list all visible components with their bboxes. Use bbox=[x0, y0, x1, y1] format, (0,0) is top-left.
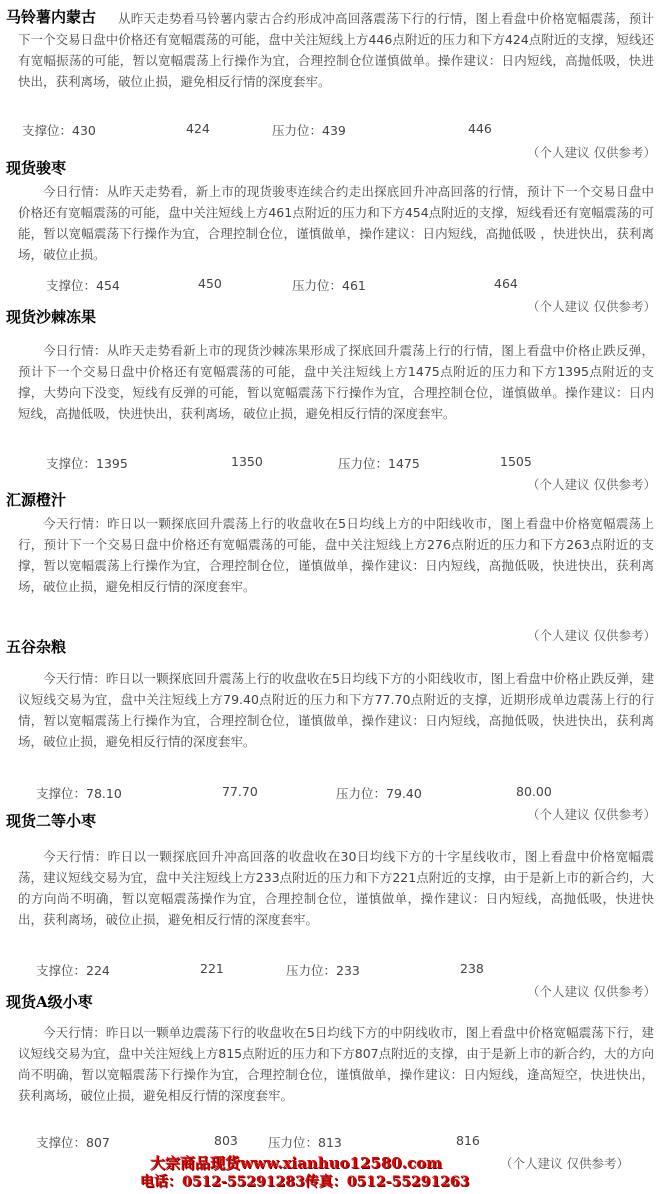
section-body: 今天行情：昨日以一颗探底回升震荡上行的收盘收在5日均线下方的小阳线收市，图上看盘中价格止跌反弹，建议短线交易为宜，盘中关注短线上方79.40点附近的压力和下方77.70点附近的支撑，近期形成单边震荡上行的行情，暂以宽幅震荡上行操作为宜，合理控制仓位，谨慎做单，操作建议：日内短线，高抛低吸，快进快出，获利离场，破位止损，避免相反行情的深度套牢。 bbox=[18, 671, 654, 749]
section-title: 汇源橙汁 bbox=[6, 491, 67, 509]
support-level-2: 1350 bbox=[231, 454, 263, 469]
section-body: 今天行情：昨日以一颗探底回升震荡上行的收盘收在5日均线上方的中阳线收市，图上看盘中价格宽幅震荡上行，预计下一个交易日盘中价格还有宽幅震荡的可能，盘中关注短线上方276点附近的压力和下方263点附近的支撑，暂以宽幅震荡上行操作为宜，合理控制仓位，谨慎做单，操作建议：日内短线，高抛低吸，快进快出，获利离场，破位止损，避免相反行情的深度套牢。 bbox=[18, 516, 654, 594]
pressure-level: 压力位：461 bbox=[292, 278, 366, 293]
disclaimer: （个人建议 仅供参考） bbox=[527, 477, 656, 492]
support-level: 支撑位：78.10 bbox=[36, 786, 122, 801]
pressure-level-2: 446 bbox=[468, 121, 492, 136]
support-level-2: 221 bbox=[200, 961, 224, 976]
disclaimer: （个人建议 仅供参考） bbox=[527, 984, 656, 999]
section-body: 今日行情：从昨天走势看，新上市的现货骏枣连续合约走出探底回升冲高回落的行情，预计下一个交易日盘中价格还有宽幅震荡的可能，盘中关注短线上方461点附近的压力和下方454点附近的支撑，短线看还有宽幅震荡的可能，暂以宽幅震荡下行操作为宜，合理控制仓位，谨慎做单，操作建议：日内短线，高抛低吸 ，快进快出，获利离场，破位止损。 bbox=[18, 184, 654, 262]
section-title: 现货沙棘冻果 bbox=[6, 308, 97, 326]
support-level-2: 450 bbox=[198, 276, 222, 291]
support-level: 支撑位：454 bbox=[46, 278, 120, 293]
disclaimer: （个人建议 仅供参考） bbox=[500, 1156, 629, 1171]
pressure-level-2: 238 bbox=[460, 961, 484, 976]
pressure-level-2: 1505 bbox=[500, 454, 532, 469]
disclaimer: （个人建议 仅供参考） bbox=[527, 628, 656, 643]
section-title: 现货二等小枣 bbox=[6, 812, 97, 830]
support-level: 支撑位：430 bbox=[22, 123, 96, 138]
disclaimer: （个人建议 仅供参考） bbox=[527, 145, 656, 160]
section-body: 今天行情：昨日以一颗探底回升冲高回落的收盘收在30日均线下方的十字星线收市，图上看盘中价格宽幅震荡，建议短线交易为宜，盘中关注短线上方233点附近的压力和下方221点附近的支撑，由于是新上市的新合约，大的方向尚不明确，暂以宽幅震荡操作为宜，合理控制仓位，谨慎做单，操作建议：日内短线，高抛低吸，快进快出，获利离场，破位止损，避免相反行情的深度套牢。 bbox=[18, 849, 654, 927]
support-level: 支撑位：1395 bbox=[46, 456, 128, 471]
section-body: 今日行情：从昨天走势看新上市的现货沙棘冻果形成了探底回升震荡上行的行情，图上看盘中价格止跌反弹，预计下一个交易日盘中价格还有宽幅震荡的可能，盘中关注短线上方1475点附近的压力和下方1395点附近的支撑，大势向下没变，短线有反弹的可能，暂以宽幅震荡下行操作为宜，合理控制仓位，谨慎做单。操作建议：日内短线，高抛低吸，快进快出，获利离场，破位止损，避免相反行情的深度套牢。 bbox=[18, 343, 654, 421]
support-level-2: 424 bbox=[186, 121, 210, 136]
disclaimer: （个人建议 仅供参考） bbox=[527, 299, 656, 314]
disclaimer: （个人建议 仅供参考） bbox=[527, 807, 656, 822]
support-level-2: 77.70 bbox=[222, 784, 258, 799]
section-title: 现货A级小枣 bbox=[6, 993, 93, 1011]
support-level: 支撑位：807 bbox=[36, 1135, 110, 1150]
section-title: 五谷杂粮 bbox=[6, 638, 67, 656]
section-body: 从昨天走势看马铃薯内蒙古合约形成冲高回落震荡下行的行情，图上看盘中价格宽幅震荡，预计下一个交易日盘中价格还有宽幅震荡的可能，盘中关注短线上方446点附近的压力和下方424点附近的支撑，短线还有宽幅振荡的可能，暂以宽幅震荡上行操作为宜，合理控制仓位谨慎做单。操作建议：日内短线，高抛低吸，快进快出，获利离场，破位止损，避免相反行情的深度套牢。 bbox=[18, 11, 654, 89]
pressure-level-2: 464 bbox=[494, 276, 518, 291]
pressure-level-2: 816 bbox=[456, 1133, 480, 1148]
section-body: 今天行情：昨日以一颗单边震荡下行的收盘收在5日均线下方的中阴线收市，图上看盘中价格宽幅震荡下行，建议短线交易为宜，盘中关注短线上方815点附近的压力和下方807点附近的支撑，由于是新上市的新合约，大的方向尚不明确，暂以宽幅震荡下行操作为宜，合理控制仓位，谨慎做单，操作建议：日内短线，逢高短空，快进快出，获利离场，破位止损，避免相反行情的深度套牢。 bbox=[18, 1025, 654, 1103]
support-level-2: 803 bbox=[214, 1133, 238, 1148]
footer-phone-fax: 电话：0512-55291283传真：0512-55291263 bbox=[140, 1174, 470, 1190]
pressure-level: 压力位：1475 bbox=[338, 456, 420, 471]
support-level: 支撑位：224 bbox=[36, 963, 110, 978]
footer-website: 大宗商品现货www.xianhuo12580.com bbox=[150, 1154, 442, 1172]
pressure-level: 压力位：79.40 bbox=[336, 786, 422, 801]
pressure-level: 压力位：233 bbox=[286, 963, 360, 978]
section-title: 现货骏枣 bbox=[6, 159, 67, 177]
pressure-level: 压力位：439 bbox=[272, 123, 346, 138]
pressure-level-2: 80.00 bbox=[516, 784, 552, 799]
pressure-level: 压力位：813 bbox=[268, 1135, 342, 1150]
section-title: 马铃薯内蒙古 bbox=[6, 8, 97, 26]
